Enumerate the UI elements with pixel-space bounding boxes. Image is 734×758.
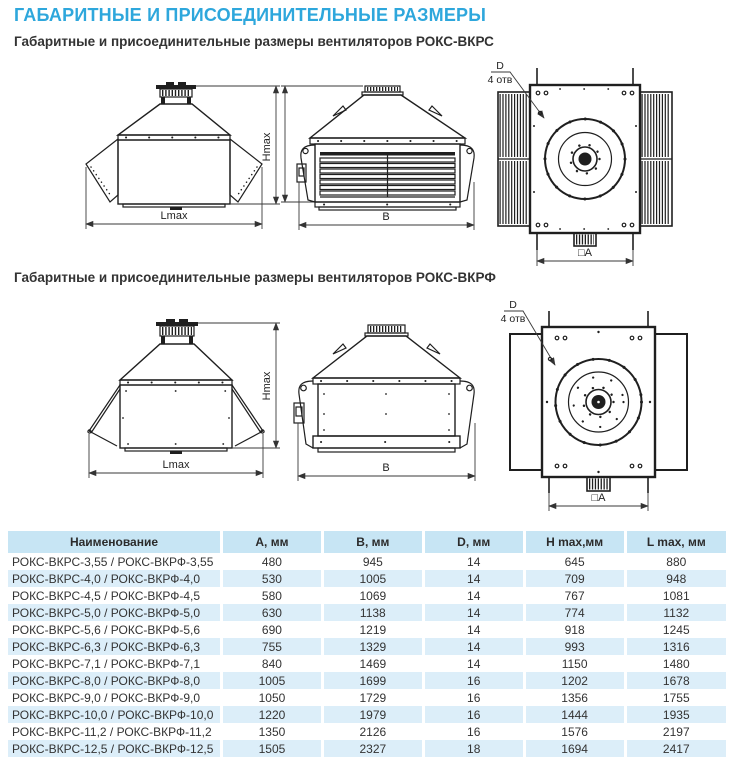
table-cell: 1469 xyxy=(322,655,423,672)
dim-label-holes: 4 отв xyxy=(500,313,526,325)
table-cell: 2417 xyxy=(625,740,726,757)
table-row xyxy=(8,638,726,655)
table-cell: 14 xyxy=(423,570,524,587)
table-cell: РОКС-ВКРС-3,55 / РОКС-ВКРФ-3,55 xyxy=(12,554,214,569)
table-cell: РОКС-ВКРС-10,0 / РОКС-ВКРФ-10,0 xyxy=(12,707,214,722)
table-cell: 993 xyxy=(524,638,625,655)
dim-label-holes: 4 отв xyxy=(487,74,513,86)
section-subtitle-vkrf: Габаритные и присоединительные размеры вентиляторов РОКС-ВКРФ xyxy=(14,270,496,285)
dim-label-hmax: Hmax xyxy=(261,132,273,162)
table-row xyxy=(8,621,726,638)
table-cell: РОКС-ВКРС-4,0 / РОКС-ВКРФ-4,0 xyxy=(12,571,201,586)
page-title: ГАБАРИТНЫЕ И ПРИСОЕДИНИТЕЛЬНЫЕ РАЗМЕРЫ xyxy=(14,5,487,25)
table-cell: 2126 xyxy=(322,723,423,740)
vkrs-front-view-drawing xyxy=(20,62,290,257)
section-subtitle-vkrs: Габаритные и присоединительные размеры вентиляторов РОКС-ВКРС xyxy=(14,34,494,49)
table-cell: 14 xyxy=(423,621,524,638)
table-cell: 14 xyxy=(423,638,524,655)
table-cell: РОКС-ВКРС-7,1 / РОКС-ВКРФ-7,1 xyxy=(12,656,201,671)
table-cell: 1220 xyxy=(222,706,323,723)
table-body xyxy=(8,553,726,757)
column-header: В, мм xyxy=(322,531,423,553)
dimensions-table xyxy=(8,531,726,757)
table-cell: 1979 xyxy=(322,706,423,723)
table-cell: 1069 xyxy=(322,587,423,604)
table-cell: РОКС-ВКРС-9,0 / РОКС-ВКРФ-9,0 xyxy=(12,690,201,705)
table-cell: 709 xyxy=(524,570,625,587)
table-cell: 18 xyxy=(423,740,524,757)
table-row xyxy=(8,655,726,672)
dim-label-square-a: □A xyxy=(578,247,592,259)
table-cell: 16 xyxy=(423,689,524,706)
dim-label-d: D xyxy=(496,60,504,72)
table-cell: РОКС-ВКРС-4,5 / РОКС-ВКРФ-4,5 xyxy=(12,588,201,603)
table-cell: 1132 xyxy=(625,604,726,621)
table-cell: 774 xyxy=(524,604,625,621)
table-cell: 480 xyxy=(222,553,323,570)
table-cell: 755 xyxy=(222,638,323,655)
table-cell: РОКС-ВКРС-5,6 / РОКС-ВКРФ-5,6 xyxy=(12,622,201,637)
table-cell: 1316 xyxy=(625,638,726,655)
dim-label-lmax: Lmax xyxy=(162,459,190,471)
table-header-row xyxy=(8,531,726,553)
dim-label-hmax: Hmax xyxy=(261,371,273,401)
table-cell: 580 xyxy=(222,587,323,604)
table-row xyxy=(8,740,726,757)
table-cell: 767 xyxy=(524,587,625,604)
table-cell: 1005 xyxy=(222,672,323,689)
table-cell: 645 xyxy=(524,553,625,570)
table-row xyxy=(8,723,726,740)
table-cell: 14 xyxy=(423,655,524,672)
table-cell: 1678 xyxy=(625,672,726,689)
column-header: А, мм xyxy=(222,531,323,553)
table-cell: РОКС-ВКРС-5,0 / РОКС-ВКРФ-5,0 xyxy=(12,605,201,620)
table-cell: 16 xyxy=(423,672,524,689)
table-cell: 1005 xyxy=(322,570,423,587)
column-header: Наименование xyxy=(8,531,222,553)
table-cell: 16 xyxy=(423,706,524,723)
vkrf-front-view-drawing xyxy=(20,298,290,513)
table-cell: РОКС-ВКРС-12,5 / РОКС-ВКРФ-12,5 xyxy=(12,741,214,756)
dim-label-b: B xyxy=(382,211,390,223)
table-cell: 880 xyxy=(625,553,726,570)
table-cell: 530 xyxy=(222,570,323,587)
table-cell: 945 xyxy=(322,553,423,570)
table-cell: 2327 xyxy=(322,740,423,757)
table-cell: 1935 xyxy=(625,706,726,723)
table-cell: 14 xyxy=(423,604,524,621)
table-row xyxy=(8,672,726,689)
table-cell: 1329 xyxy=(322,638,423,655)
table-cell: 1505 xyxy=(222,740,323,757)
dim-label-b: B xyxy=(382,462,390,474)
table-cell: 1356 xyxy=(524,689,625,706)
column-header: D, мм xyxy=(423,531,524,553)
vkrf-top-view-drawing xyxy=(470,293,734,515)
table-cell: 1350 xyxy=(222,723,323,740)
table-cell: 918 xyxy=(524,621,625,638)
table-cell: 1444 xyxy=(524,706,625,723)
vkrf-side-view-drawing xyxy=(278,298,483,513)
table-cell: 1138 xyxy=(322,604,423,621)
vkrs-top-view-drawing xyxy=(470,56,734,270)
table-cell: 1202 xyxy=(524,672,625,689)
dim-label-square-a: □A xyxy=(591,492,606,504)
table-cell: 1245 xyxy=(625,621,726,638)
table-cell: 16 xyxy=(423,723,524,740)
table-cell: 2197 xyxy=(625,723,726,740)
table-cell: 1699 xyxy=(322,672,423,689)
table-row xyxy=(8,553,726,570)
table-cell: РОКС-ВКРС-11,2 / РОКС-ВКРФ-11,2 xyxy=(12,724,212,739)
table-cell: 840 xyxy=(222,655,323,672)
table-cell: 1576 xyxy=(524,723,625,740)
table-cell: 1694 xyxy=(524,740,625,757)
table-row xyxy=(8,604,726,621)
table-cell: 948 xyxy=(625,570,726,587)
dim-label-d: D xyxy=(509,299,517,311)
table-cell: 1050 xyxy=(222,689,323,706)
table-cell: 630 xyxy=(222,604,323,621)
table-cell: 1755 xyxy=(625,689,726,706)
column-header: L max, мм xyxy=(625,531,726,553)
table-cell: 690 xyxy=(222,621,323,638)
table-cell: 1219 xyxy=(322,621,423,638)
table-cell: 1480 xyxy=(625,655,726,672)
table-cell: РОКС-ВКРС-6,3 / РОКС-ВКРФ-6,3 xyxy=(12,639,201,654)
table-row xyxy=(8,570,726,587)
vkrs-side-view-drawing xyxy=(278,62,483,257)
table-cell: 14 xyxy=(423,553,524,570)
table-cell: 1081 xyxy=(625,587,726,604)
table-row xyxy=(8,689,726,706)
table-cell: 1150 xyxy=(524,655,625,672)
table-row xyxy=(8,706,726,723)
table-row xyxy=(8,587,726,604)
table-cell: РОКС-ВКРС-8,0 / РОКС-ВКРФ-8,0 xyxy=(12,673,201,688)
table-cell: 1729 xyxy=(322,689,423,706)
column-header: Н max,мм xyxy=(524,531,625,553)
dim-label-lmax: Lmax xyxy=(160,210,188,222)
table-cell: 14 xyxy=(423,587,524,604)
